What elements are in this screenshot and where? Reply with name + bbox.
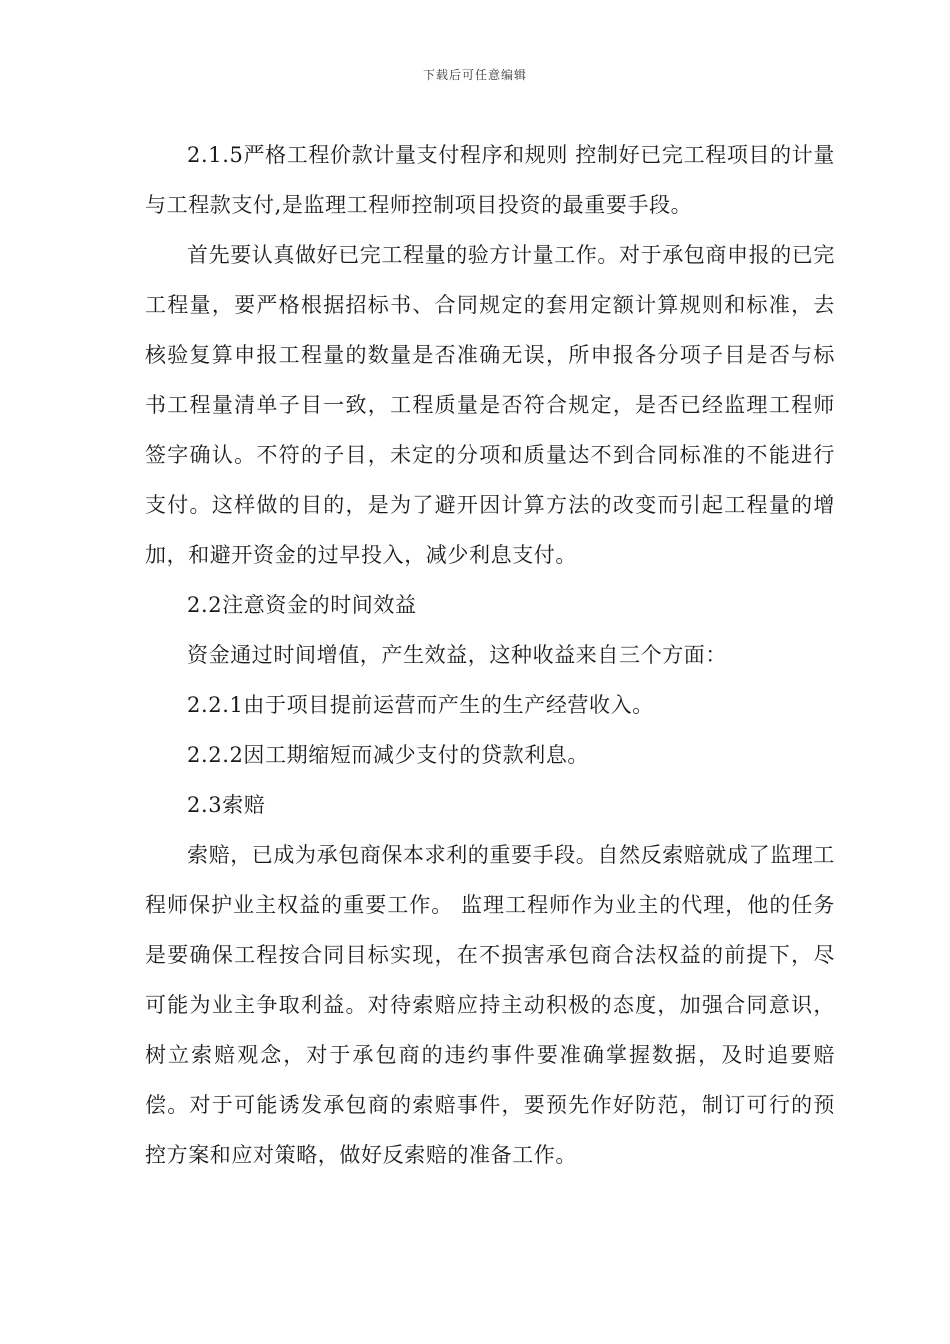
paragraph-2-1-5: 2.1.5严格工程价款计量支付程序和规则 控制好已完工程项目的计量与工程款支付,是监理工程师控制项目投资的最重要手段。 [145,143,835,217]
page-header: 下载后可任意编辑 [422,68,527,82]
heading-2-3: 2.3索赔 [187,793,266,817]
paragraph-claims: 索赔，已成为承包商保本求利的重要手段。自然反索赔就成了监理工程师保护业主权益的重要工作。 监理工程师作为业主的代理，他的任务是要确保工程按合同目标实现，在不损害承包商合法权益的前提下，尽可能为业主争取利益。对待索赔应持主动积极的态度，加强合同意识，树立索赔观念，对于承包商的违约事件要准确掌握数据，及时追要赔偿。对于可能诱发承包商的索赔事件，要预先作好防范，制订可行的预控方案和应对策略，做好反索赔的准备工作。 [145,843,835,1167]
heading-2-2: 2.2注意资金的时间效益 [187,593,417,617]
document-body [145,130,835,1180]
paragraph-2-2-2: 2.2.2因工期缩短而减少支付的贷款利息。 [187,743,590,767]
paragraph-time-value: 资金通过时间增值，产生效益，这种收益来自三个方面： [187,643,727,667]
paragraph-measurement: 首先要认真做好已完工程量的验方计量工作。对于承包商申报的已完工程量，要严格根据招标书、合同规定的套用定额计算规则和标准，去核验复算申报工程量的数量是否准确无误，所申报各分项子目是否与标书工程量清单子目一致，工程质量是否符合规定，是否已经监理工程师签字确认。不符的子目，未定的分项和质量达不到合同标准的不能进行支付。这样做的目的，是为了避开因计算方法的改变而引起工程量的增加，和避开资金的过早投入，减少利息支付。 [145,243,835,567]
paragraph-2-2-1: 2.2.1由于项目提前运营而产生的生产经营收入。 [187,693,654,717]
